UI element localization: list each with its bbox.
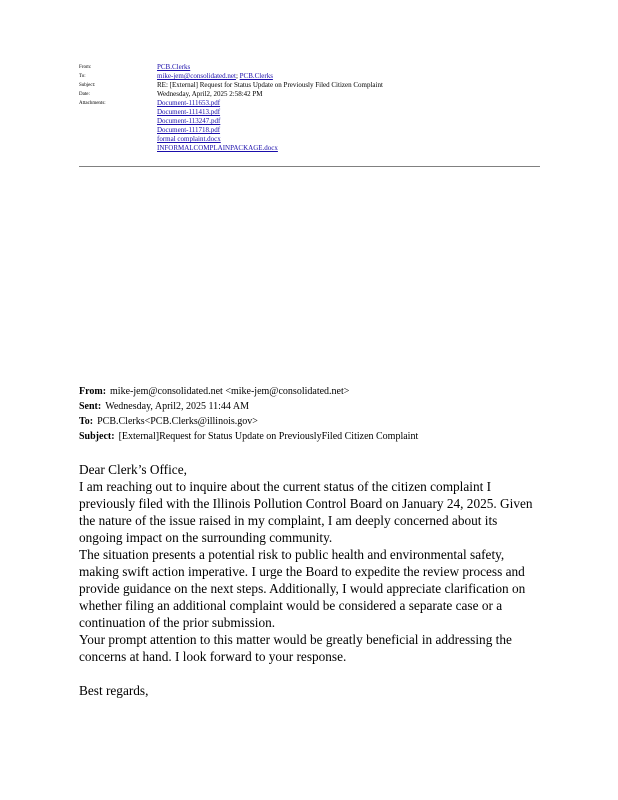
- forwarded-sent-row: [79, 399, 549, 414]
- header-from-link[interactable]: PCB.Clerks: [157, 63, 191, 71]
- header-to-label: To:: [79, 74, 86, 79]
- header-date-label: Date:: [79, 92, 90, 97]
- greeting: Dear Clerk’s Office,: [79, 462, 187, 477]
- header-divider: [79, 166, 540, 167]
- header-attachments-row: [79, 99, 549, 153]
- header-subject-row: [79, 81, 549, 90]
- header-date-value: Wednesday, April2, 2025 2:58:42 PM: [157, 90, 263, 98]
- message-body: [79, 461, 539, 699]
- header-from-label: From:: [79, 65, 92, 70]
- header-subject-label: Subject:: [79, 83, 96, 88]
- email-header: [79, 63, 549, 153]
- header-to-link-1[interactable]: mike-jem@consolidated.net: [157, 72, 236, 80]
- body-paragraph: Your prompt attention to this matter would be greatly beneficial in addressing the concerns at hand. I look forward to your response.: [79, 632, 512, 664]
- forwarded-subject-row: [79, 429, 549, 444]
- blank-line: [79, 665, 539, 682]
- forwarded-sent-value: Wednesday, April2, 2025 11:44 AM: [105, 401, 249, 412]
- attachment-link[interactable]: Document-111718.pdf: [157, 126, 221, 134]
- forwarded-to-value: PCB.Clerks<PCB.Clerks@illinois.gov>: [97, 416, 258, 427]
- body-paragraph: I am reaching out to inquire about the current status of the citizen complaint I previously filed with the Illinois Pollution Control Board on January 24, 2025. Given the nature of the issue raised in my complaint, I am deeply concerned about its ongoing impact on the surrounding community.: [79, 479, 533, 545]
- forwarded-from-label: From:: [79, 386, 107, 397]
- forwarded-sent-label: Sent:: [79, 401, 102, 412]
- header-subject-value: RE: [External] Request for Status Update on Previously Filed Citizen Complaint: [157, 81, 383, 89]
- closing: Best regards,: [79, 683, 149, 698]
- forwarded-to-row: [79, 414, 549, 429]
- attachment-link[interactable]: Document-111413.pdf: [157, 108, 221, 116]
- header-date-row: [79, 90, 549, 99]
- header-attachments-label: Attachments:: [79, 101, 106, 106]
- forwarded-header: [79, 384, 549, 444]
- forwarded-from-value: mike-jem@consolidated.net <mike-jem@consolidated.net>: [110, 386, 350, 397]
- header-to-separator: ;: [235, 72, 238, 80]
- attachment-link[interactable]: Document-111653.pdf: [157, 99, 221, 107]
- attachment-list: [157, 99, 549, 153]
- header-to-link-2[interactable]: PCB.Clerks: [239, 72, 273, 80]
- header-to-values: [157, 72, 549, 81]
- forwarded-subject-value: [External]Request for Status Update on PreviouslyFiled Citizen Complaint: [118, 431, 419, 442]
- header-to-row: [79, 72, 549, 81]
- forwarded-subject-label: Subject:: [79, 431, 115, 442]
- attachment-link[interactable]: Document-113247.pdf: [157, 117, 221, 125]
- forwarded-from-row: [79, 384, 549, 399]
- header-from-row: [79, 63, 549, 72]
- attachment-link[interactable]: INFORMALCOMPLAINPACKAGE.docx: [157, 144, 278, 152]
- body-paragraph: The situation presents a potential risk to public health and environmental safety, making swift action imperative. I urge the Board to expedite the review process and provide guidance on the next steps. Additionally, I would appreciate clarification on whether filing an additional complaint would be considered a separate case or a continuation of the prior submission.: [79, 547, 526, 630]
- attachment-link[interactable]: formal complaint.docx: [157, 135, 221, 143]
- forwarded-to-label: To:: [79, 416, 94, 427]
